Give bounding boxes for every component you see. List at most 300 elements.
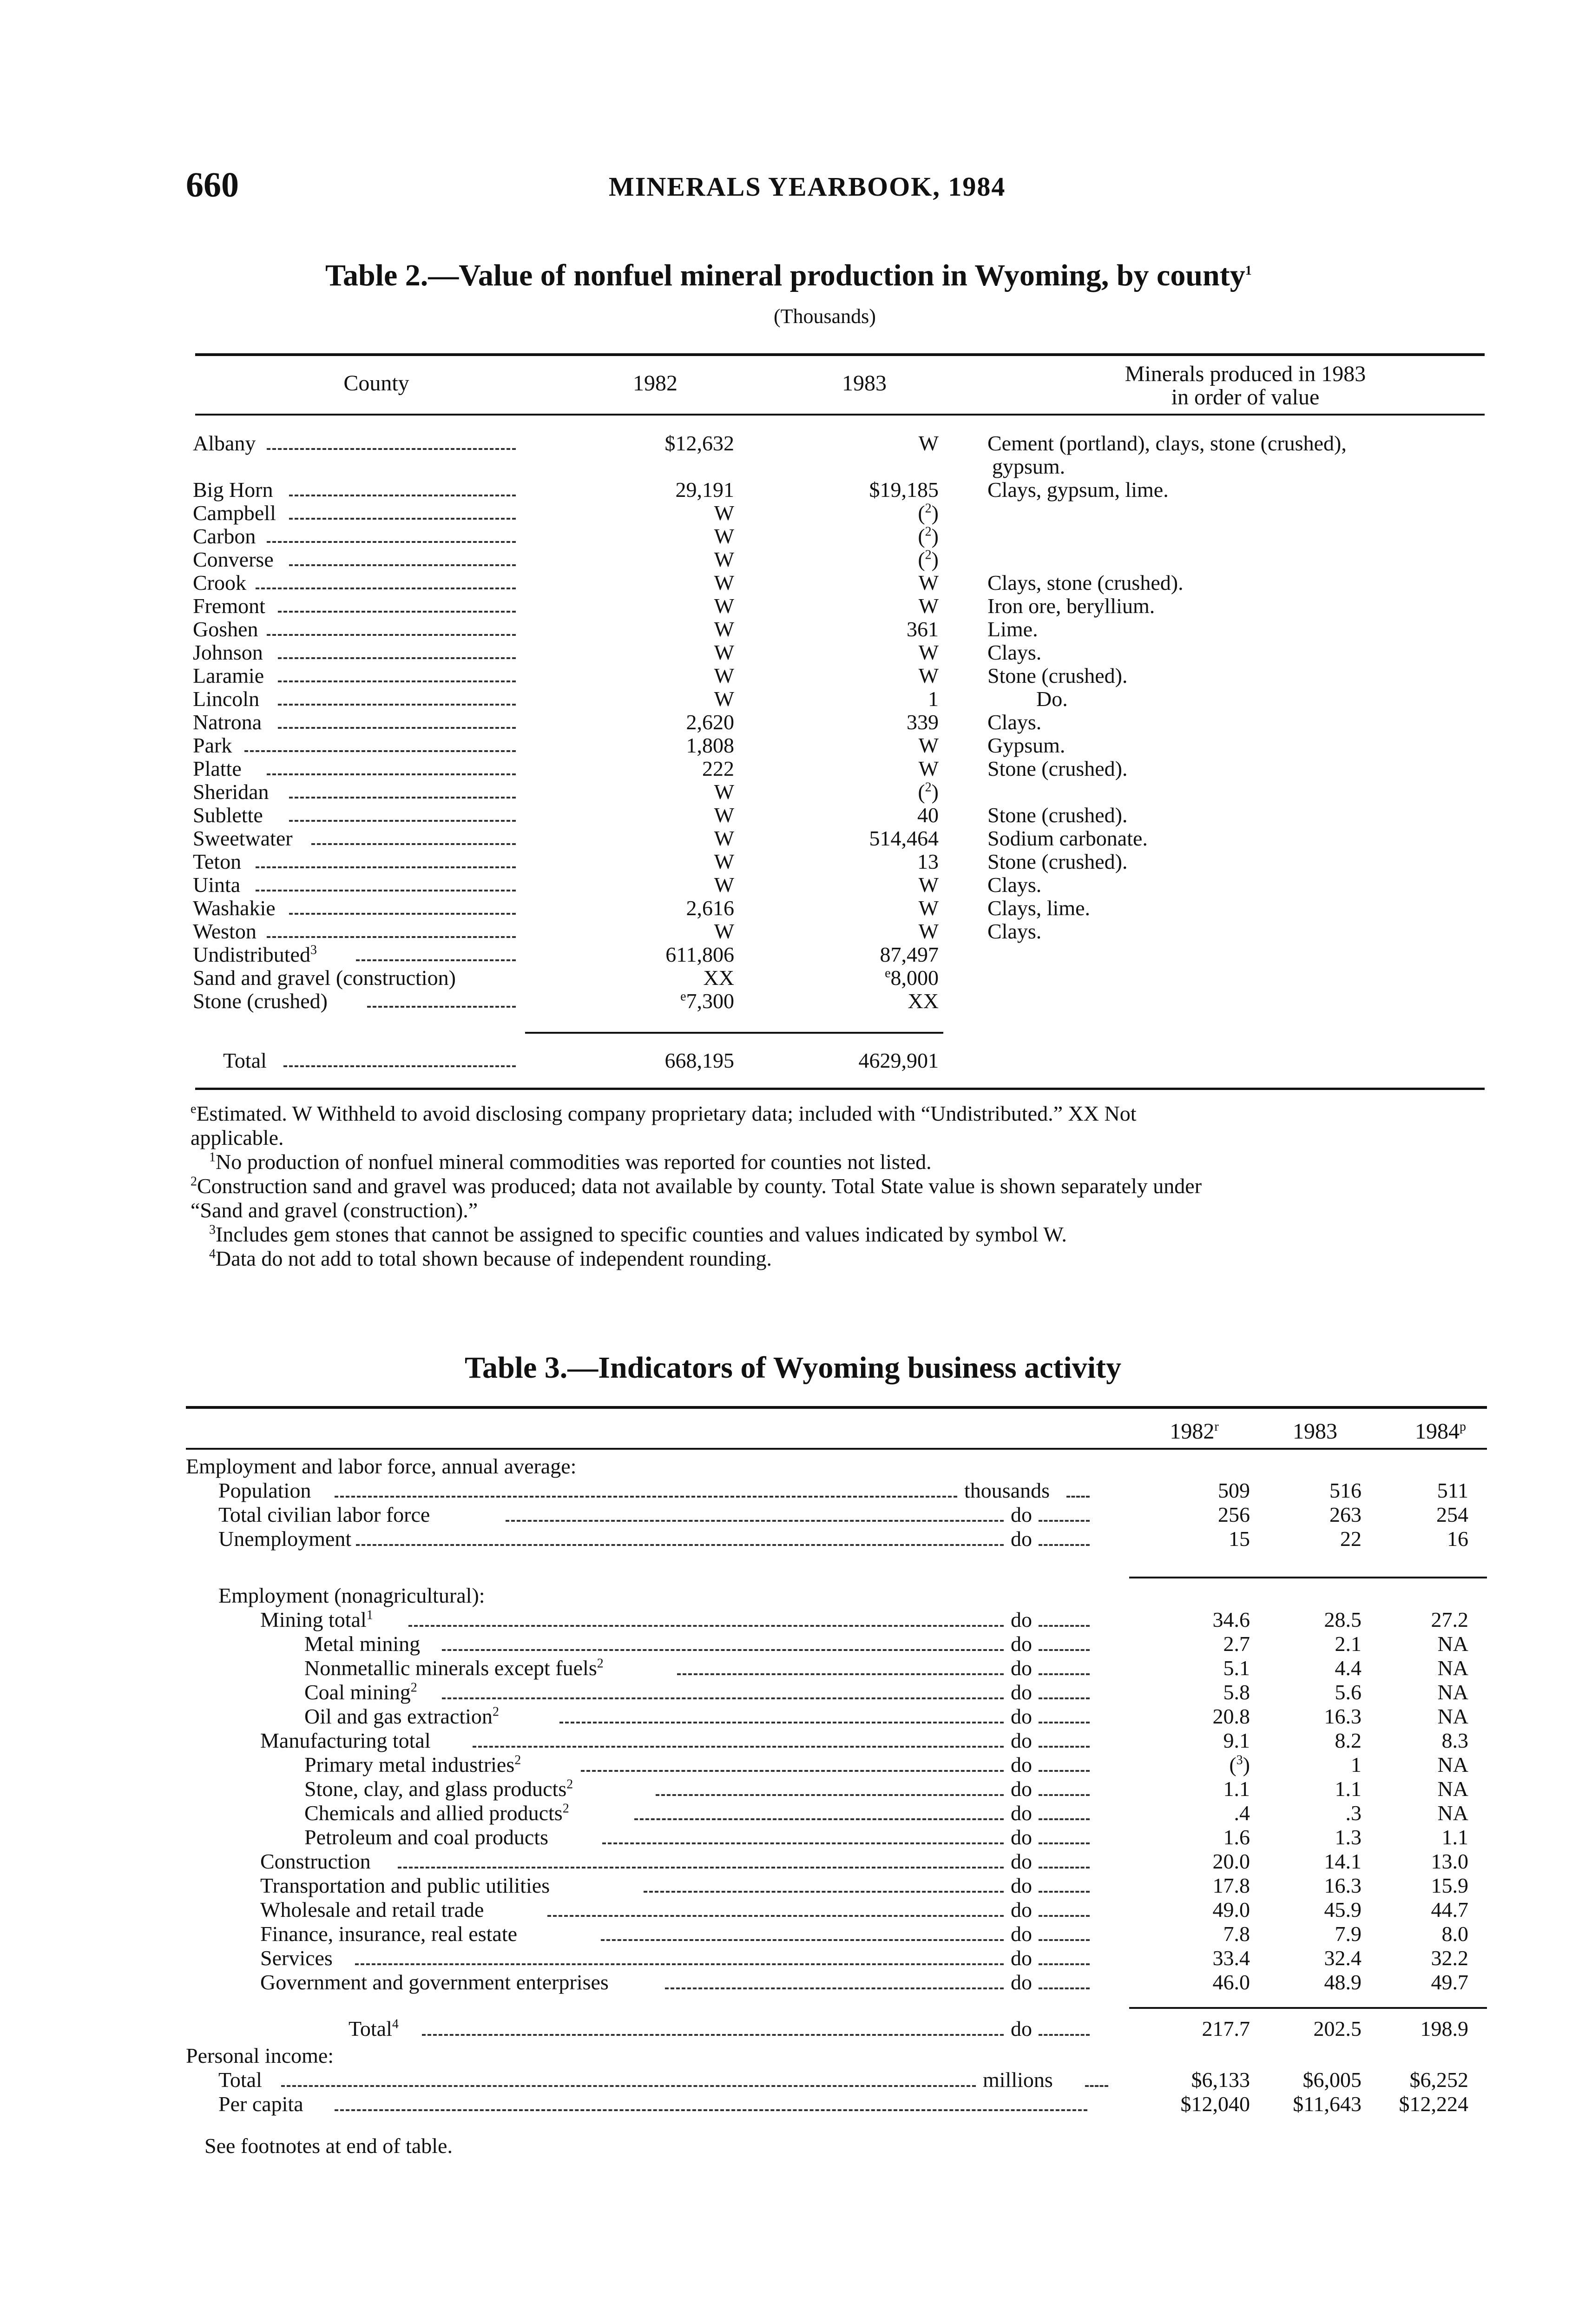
text-part: Stone, clay, and glass products: [304, 1777, 567, 1801]
t2-county: Campbell: [193, 501, 276, 525]
t2-minerals: gypsum.: [992, 455, 1066, 478]
table3-header-rule: [186, 1448, 1487, 1450]
t2-leader: [267, 634, 516, 636]
t2-value-1982: W: [714, 826, 734, 850]
superscript: e: [885, 966, 891, 981]
superscript: 4: [392, 2017, 399, 2032]
superscript: 3: [310, 943, 317, 957]
superscript: 3: [209, 1222, 216, 1237]
t2-value-1983: [809, 548, 939, 571]
t2-leader: [267, 936, 516, 938]
table2-row: [0, 781, 1572, 803]
t3-col-1982: .4: [1234, 1801, 1250, 1825]
t2-value-1983: W: [918, 640, 939, 664]
t3-col-1984: 13.0: [1431, 1849, 1468, 1873]
t3-unit-leader: [1039, 1794, 1090, 1796]
t3-col-1983: 45.9: [1324, 1898, 1362, 1921]
t3-col-1982: 46.0: [1212, 1970, 1250, 1994]
t2-value-1983: XX: [908, 989, 939, 1013]
t3-leader: [356, 1544, 1004, 1546]
t2-leader: [267, 773, 516, 775]
t3-col-1983: $6,005: [1302, 2068, 1362, 2092]
t2-leader: [289, 564, 516, 566]
table3-row: [0, 1560, 1572, 1583]
text-part: Construction sand and gravel was produced; data not available by county. Total State value is shown separately under: [197, 1174, 1202, 1198]
t3-leader: [422, 2034, 1004, 2036]
t3-header-1982-text: 1982: [1170, 1419, 1215, 1444]
footnote-line: [209, 1247, 772, 1271]
t2-minerals: Stone (crushed).: [987, 850, 1128, 873]
t3-unit: do: [1011, 1704, 1032, 1728]
t3-leader: [677, 1673, 1004, 1675]
footnote-line: applicable.: [191, 1126, 284, 1149]
t2-leader: [256, 890, 516, 891]
t2-county: Stone (crushed): [193, 989, 328, 1013]
t3-unit-leader: [1039, 1746, 1090, 1748]
table3-row: [0, 1632, 1572, 1656]
t3-col-1983: 48.9: [1324, 1970, 1362, 1994]
t2-value-1983: 361: [907, 617, 939, 641]
t2-value-1982: W: [714, 594, 734, 618]
t3-label: Unemployment: [218, 1527, 352, 1551]
t2-value-1982: 2,616: [686, 896, 734, 920]
t3-leader: [398, 1867, 1004, 1868]
t2-value-1982: [604, 990, 734, 1012]
t2-value-1983: W: [918, 664, 939, 687]
t2-minerals: Sodium carbonate.: [987, 826, 1148, 850]
table2-bottom-rule: [195, 1088, 1485, 1090]
paren: (: [918, 780, 925, 804]
t2-value-1982: 222: [702, 757, 734, 780]
t2-leader: [278, 727, 516, 729]
t2-county: Sublette: [193, 803, 263, 827]
table3-row: [0, 1802, 1572, 1825]
table2-title-text: Table 2.—Value of nonfuel mineral production in Wyoming, by county: [325, 258, 1245, 292]
t3-label: Employment and labor force, annual average:: [186, 1454, 577, 1478]
t3-col-1982: 15: [1229, 1527, 1250, 1551]
superscript: e: [680, 989, 686, 1004]
t2-value-1982: $12,632: [664, 431, 734, 455]
table3-row: [0, 1527, 1572, 1551]
table2-row: [0, 897, 1572, 919]
t2-value-1983: [809, 781, 939, 803]
table2-row: [0, 711, 1572, 733]
t3-unit-leader: [1066, 1496, 1090, 1498]
t2-minerals: Clays.: [987, 919, 1042, 943]
t2-minerals: Iron ore, beryllium.: [987, 594, 1155, 618]
t2-value-1982: XX: [703, 966, 734, 990]
footnote-line: [191, 1174, 1202, 1198]
table3-row: [0, 1705, 1572, 1728]
t3-unit: do: [1011, 1874, 1032, 1897]
t3-unit-leader: [1039, 1722, 1090, 1723]
t2-county: Fremont: [193, 594, 265, 618]
t2-value-1983: W: [918, 431, 939, 455]
superscript: 2: [597, 1656, 604, 1671]
t2-county: Lincoln: [193, 687, 260, 711]
t3-col-1982: [1125, 1753, 1250, 1776]
t2-value-1983: 339: [907, 710, 939, 734]
t2-leader: [256, 588, 516, 589]
t3-label: [304, 1753, 521, 1776]
text-part: Primary metal industries: [304, 1753, 515, 1776]
text-part: Estimated. W Withheld to avoid disclosing company proprietary data; included with “Undistributed.” XX Not: [196, 1102, 1137, 1125]
t2-leader: [367, 1006, 516, 1008]
t3-unit-leader: [1039, 1625, 1090, 1627]
t3-col-1982: 1.1: [1223, 1777, 1250, 1801]
t3-leader: [355, 1963, 1004, 1965]
superscript: 2: [492, 1704, 499, 1719]
t3-col-1982: 5.1: [1223, 1656, 1250, 1680]
t2-value-1982: W: [714, 664, 734, 687]
t2-minerals: Stone (crushed).: [987, 757, 1128, 780]
t2-minerals: Clays, gypsum, lime.: [987, 478, 1169, 502]
table2-row: [0, 641, 1572, 664]
superscript: 2: [925, 501, 932, 516]
paren: (: [918, 524, 925, 548]
t3-leader: [335, 1496, 957, 1498]
t3-leader: [602, 1842, 1004, 1844]
t2-leader: [311, 843, 516, 845]
t2-leader: [289, 820, 516, 822]
t3-unit: do: [1011, 1849, 1032, 1873]
t3-col-1983: 263: [1329, 1503, 1362, 1526]
t3-leader: [281, 2085, 976, 2087]
t3-col-1983: 32.4: [1324, 1946, 1362, 1970]
table2-row: [0, 665, 1572, 687]
t3-col-1984: 1.1: [1441, 1825, 1468, 1849]
text-part: Mining total: [260, 1608, 367, 1631]
table3-row: [0, 1729, 1572, 1752]
t3-label: Total: [218, 2068, 262, 2092]
t3-unit-leader: [1039, 1818, 1090, 1820]
t3-label: Services: [260, 1946, 333, 1970]
superscript: 3: [1236, 1753, 1243, 1768]
t3-col-1982: 2.7: [1223, 1632, 1250, 1656]
t2-county: Weston: [193, 919, 257, 943]
t3-unit-leader: [1039, 1867, 1090, 1868]
t3-leader: [601, 1939, 1004, 1941]
superscript: 2: [925, 524, 932, 539]
table3-row: [0, 1753, 1572, 1776]
table2-row: [0, 548, 1572, 571]
table3-row: [0, 1777, 1572, 1801]
t2-leader: [267, 541, 516, 543]
t2-value-1982: W: [714, 780, 734, 804]
t3-unit-leader: [1039, 1697, 1090, 1699]
table2-total-rule: [525, 1032, 943, 1034]
t3-label: [304, 1681, 417, 1704]
superscript: 2: [925, 780, 932, 795]
text-part: Total: [349, 2017, 392, 2040]
table3-row: [0, 1657, 1572, 1680]
footnote-line: [209, 1222, 1067, 1247]
t3-col-1983: 16.3: [1324, 1704, 1362, 1728]
t3-unit-leader: [1039, 2034, 1090, 2036]
t2-leader: [244, 750, 516, 752]
t3-unit-leader: [1039, 1939, 1090, 1941]
table2-row: [0, 944, 1572, 966]
text-part: Undistributed: [193, 943, 310, 966]
text-part: 8,000: [890, 966, 939, 990]
table3-total-rule: [1129, 2007, 1487, 2009]
t2-value-1982: W: [714, 873, 734, 897]
table3-row: [0, 2093, 1572, 2116]
t2-leader: [289, 495, 516, 496]
superscript: 2: [566, 1777, 573, 1792]
t2-value-1982: 2,620: [686, 710, 734, 734]
t3-col-1982: 33.4: [1212, 1946, 1250, 1970]
t3-col-1983: .3: [1345, 1801, 1362, 1825]
t3-col-1984: 254: [1436, 1503, 1468, 1526]
table2-row: [0, 990, 1572, 1012]
t3-leader: [665, 1987, 1004, 1989]
text-part: Data do not add to total shown because of independent rounding.: [216, 1247, 772, 1270]
t3-label: Metal mining: [304, 1632, 421, 1656]
t2-county: Big Horn: [193, 478, 273, 502]
superscript: 2: [191, 1174, 197, 1189]
table2-row: [0, 456, 1572, 478]
t3-col-1984: 198.9: [1420, 2017, 1468, 2040]
t2-minerals: Clays.: [987, 640, 1042, 664]
t3-col-1983: $11,643: [1293, 2092, 1362, 2116]
t2-total-label: Total: [223, 1049, 267, 1072]
t3-col-1982: 20.0: [1212, 1849, 1250, 1873]
t2-minerals: Clays.: [987, 710, 1042, 734]
t3-unit: do: [1011, 2017, 1032, 2040]
t3-label: Manufacturing total: [260, 1729, 431, 1752]
table2-row: [0, 827, 1572, 850]
t3-unit-leader: [1039, 1915, 1090, 1917]
t2-value-1982: W: [714, 617, 734, 641]
footnote-line: [209, 1150, 932, 1174]
t2-value-1983: 514,464: [869, 826, 939, 850]
table3-row: [0, 1479, 1572, 1502]
t2-leader: [267, 448, 516, 450]
t3-header-1984: [1389, 1420, 1492, 1443]
t3-label: Petroleum and coal products: [304, 1825, 549, 1849]
t3-col-1984: NA: [1437, 1656, 1468, 1680]
t2-value-1982: W: [714, 803, 734, 827]
t3-leader: [442, 1649, 1004, 1651]
t2-value-1983: [809, 502, 939, 524]
paren: ): [931, 548, 939, 571]
superscript: 2: [514, 1753, 521, 1768]
t2-minerals: Clays, stone (crushed).: [987, 571, 1184, 594]
t3-label: Government and government enterprises: [260, 1970, 609, 1994]
t2-value-1982: W: [714, 548, 734, 571]
table3-title: Table 3.—Indicators of Wyoming business activity: [465, 1351, 1122, 1385]
t3-col-1984: $12,224: [1399, 2092, 1468, 2116]
t3-unit: do: [1011, 1922, 1032, 1946]
t3-unit-leader: [1039, 1987, 1090, 1989]
t2-header-1983: 1983: [842, 371, 887, 396]
t3-col-1984: NA: [1437, 1753, 1468, 1776]
table2-row: [0, 618, 1572, 640]
t3-col-1984: $6,252: [1409, 2068, 1468, 2092]
t2-value-1983: [809, 967, 939, 989]
table3-row: [0, 1455, 1572, 1478]
t3-unit: do: [1011, 1801, 1032, 1825]
t2-total-1982: 668,195: [664, 1049, 734, 1072]
t3-label: Transportation and public utilities: [260, 1874, 550, 1897]
t3-col-1984: NA: [1437, 1801, 1468, 1825]
t3-col-1982: $6,133: [1191, 2068, 1250, 2092]
t2-county: Sand and gravel (construction): [193, 966, 456, 990]
t2-total-1983: 4629,901: [858, 1049, 939, 1072]
t3-col-1984: 15.9: [1431, 1874, 1468, 1897]
t3-unit: do: [1011, 1898, 1032, 1921]
paren: ): [931, 780, 939, 804]
t3-col-1984: NA: [1437, 1632, 1468, 1656]
t2-county: Park: [193, 733, 232, 757]
table3-row: [0, 1608, 1572, 1631]
t3-leader: [581, 1770, 1004, 1772]
table2-top-rule: [195, 353, 1485, 356]
t3-col-1982: 7.8: [1223, 1922, 1250, 1946]
t3-header-1982-sup: r: [1214, 1419, 1219, 1434]
table2-row: [0, 479, 1572, 501]
t2-minerals: Stone (crushed).: [987, 664, 1128, 687]
t2-header-minerals-line1: Minerals produced in 1983: [1125, 362, 1366, 386]
paren: (: [1229, 1753, 1237, 1776]
t3-label: [304, 1802, 569, 1825]
t2-value-1982: W: [714, 571, 734, 594]
t2-minerals: Do.: [1036, 687, 1068, 711]
t3-unit-leader: [1039, 1520, 1090, 1522]
paren: (: [918, 501, 925, 525]
t3-col-1983: 1: [1351, 1753, 1362, 1776]
t2-county: [193, 944, 317, 966]
t2-value-1983: $19,185: [869, 478, 939, 502]
t3-col-1984: NA: [1437, 1777, 1468, 1801]
t3-unit-leader: [1039, 1673, 1090, 1675]
running-head: MINERALS YEARBOOK, 1984: [609, 172, 1006, 202]
paren: ): [931, 501, 939, 525]
t3-col-1982: 17.8: [1212, 1874, 1250, 1897]
t3-unit: do: [1011, 1656, 1032, 1680]
page-number: 660: [186, 165, 239, 205]
t2-county: Sheridan: [193, 780, 269, 804]
t3-col-1983: 8.2: [1335, 1729, 1362, 1752]
t2-minerals: Clays, lime.: [987, 896, 1091, 920]
t3-unit-leader: [1039, 1770, 1090, 1772]
table2-header-rule: [195, 414, 1485, 416]
t3-header-1982: [1143, 1420, 1245, 1443]
t2-county: Platte: [193, 757, 242, 780]
table2-row: [0, 595, 1572, 617]
t2-value-1983: W: [918, 896, 939, 920]
t3-unit: do: [1011, 1753, 1032, 1776]
table3-row: [0, 1874, 1572, 1897]
t2-minerals: Lime.: [987, 617, 1038, 641]
t3-header-1984-sup: p: [1460, 1419, 1466, 1434]
t3-header-1984-text: 1984: [1415, 1419, 1460, 1444]
t2-county: Uinta: [193, 873, 241, 897]
table3-row: [0, 2017, 1572, 2040]
t2-minerals: Clays.: [987, 873, 1042, 897]
text-part: Oil and gas extraction: [304, 1704, 493, 1728]
t3-unit: do: [1011, 1608, 1032, 1631]
table2-subtitle: (Thousands): [774, 305, 876, 328]
table2-row: [0, 502, 1572, 524]
paren: ): [1243, 1753, 1250, 1776]
table2-row: [0, 874, 1572, 896]
t2-header-minerals: [1059, 363, 1431, 409]
t3-col-1982: 9.1: [1223, 1729, 1250, 1752]
t3-unit: do: [1011, 1946, 1032, 1970]
t3-unit-leader: [1039, 1963, 1090, 1965]
t2-county: Laramie: [193, 664, 264, 687]
t2-value-1982: 611,806: [665, 943, 734, 966]
text-part: 7,300: [686, 989, 734, 1013]
t3-col-1983: 202.5: [1313, 2017, 1362, 2040]
t3-leader: [473, 1746, 1004, 1748]
t2-county: Converse: [193, 548, 274, 571]
table3-row: [0, 1947, 1572, 1970]
t3-label: [304, 1777, 573, 1801]
t3-col-1983: 28.5: [1324, 1608, 1362, 1631]
t3-col-1983: 7.9: [1335, 1922, 1362, 1946]
t3-label: Finance, insurance, real estate: [260, 1922, 518, 1946]
table3-row: [0, 2068, 1572, 2092]
t2-county: Crook: [193, 571, 246, 594]
t2-leader: [278, 657, 516, 659]
t2-value-1982: W: [714, 919, 734, 943]
t3-unit-leader: [1039, 1842, 1090, 1844]
t2-value-1983: [809, 525, 939, 548]
table3-row: [0, 1971, 1572, 1994]
t3-col-1982: 34.6: [1212, 1608, 1250, 1631]
text-part: Includes gem stones that cannot be assigned to specific counties and values indicated by symbol W.: [216, 1222, 1067, 1246]
superscript: e: [191, 1102, 197, 1116]
t3-label: Personal income:: [186, 2044, 334, 2067]
t2-value-1983: W: [918, 571, 939, 594]
t3-unit: do: [1011, 1729, 1032, 1752]
t2-value-1982: W: [714, 850, 734, 873]
t2-county: Teton: [193, 850, 242, 873]
text-part: Coal mining: [304, 1680, 411, 1704]
t3-label: Per capita: [218, 2092, 303, 2116]
t3-unit: thousands: [964, 1479, 1050, 1502]
t2-county: Johnson: [193, 640, 263, 664]
t2-county: Washakie: [193, 896, 276, 920]
t2-leader: [289, 797, 516, 799]
table3-row: [0, 1898, 1572, 1921]
t3-leader: [408, 1625, 1004, 1627]
t2-value-1983: 1: [928, 687, 939, 711]
t2-minerals: Cement (portland), clays, stone (crushed),: [987, 431, 1347, 455]
t3-label: Employment (nonagricultural):: [218, 1584, 485, 1607]
t2-value-1983: 87,497: [880, 943, 939, 966]
t3-col-1983: 14.1: [1324, 1849, 1362, 1873]
table2-row: [0, 851, 1572, 873]
t2-total-leader: [283, 1065, 516, 1067]
t2-leader: [278, 704, 516, 706]
t3-unit-leader: [1039, 1544, 1090, 1546]
t3-col-1982: 1.6: [1223, 1825, 1250, 1849]
t2-value-1982: W: [714, 687, 734, 711]
table3-row: [0, 1850, 1572, 1873]
table2-row: [0, 525, 1572, 548]
t2-header-minerals-line2: in order of value: [1171, 385, 1320, 410]
t3-unit: do: [1011, 1527, 1032, 1551]
table2-row: [0, 688, 1572, 710]
table2-row: [0, 734, 1572, 757]
t2-value-1982: 1,808: [686, 733, 734, 757]
t3-label: [349, 2017, 399, 2040]
t2-header-county: County: [343, 371, 409, 396]
